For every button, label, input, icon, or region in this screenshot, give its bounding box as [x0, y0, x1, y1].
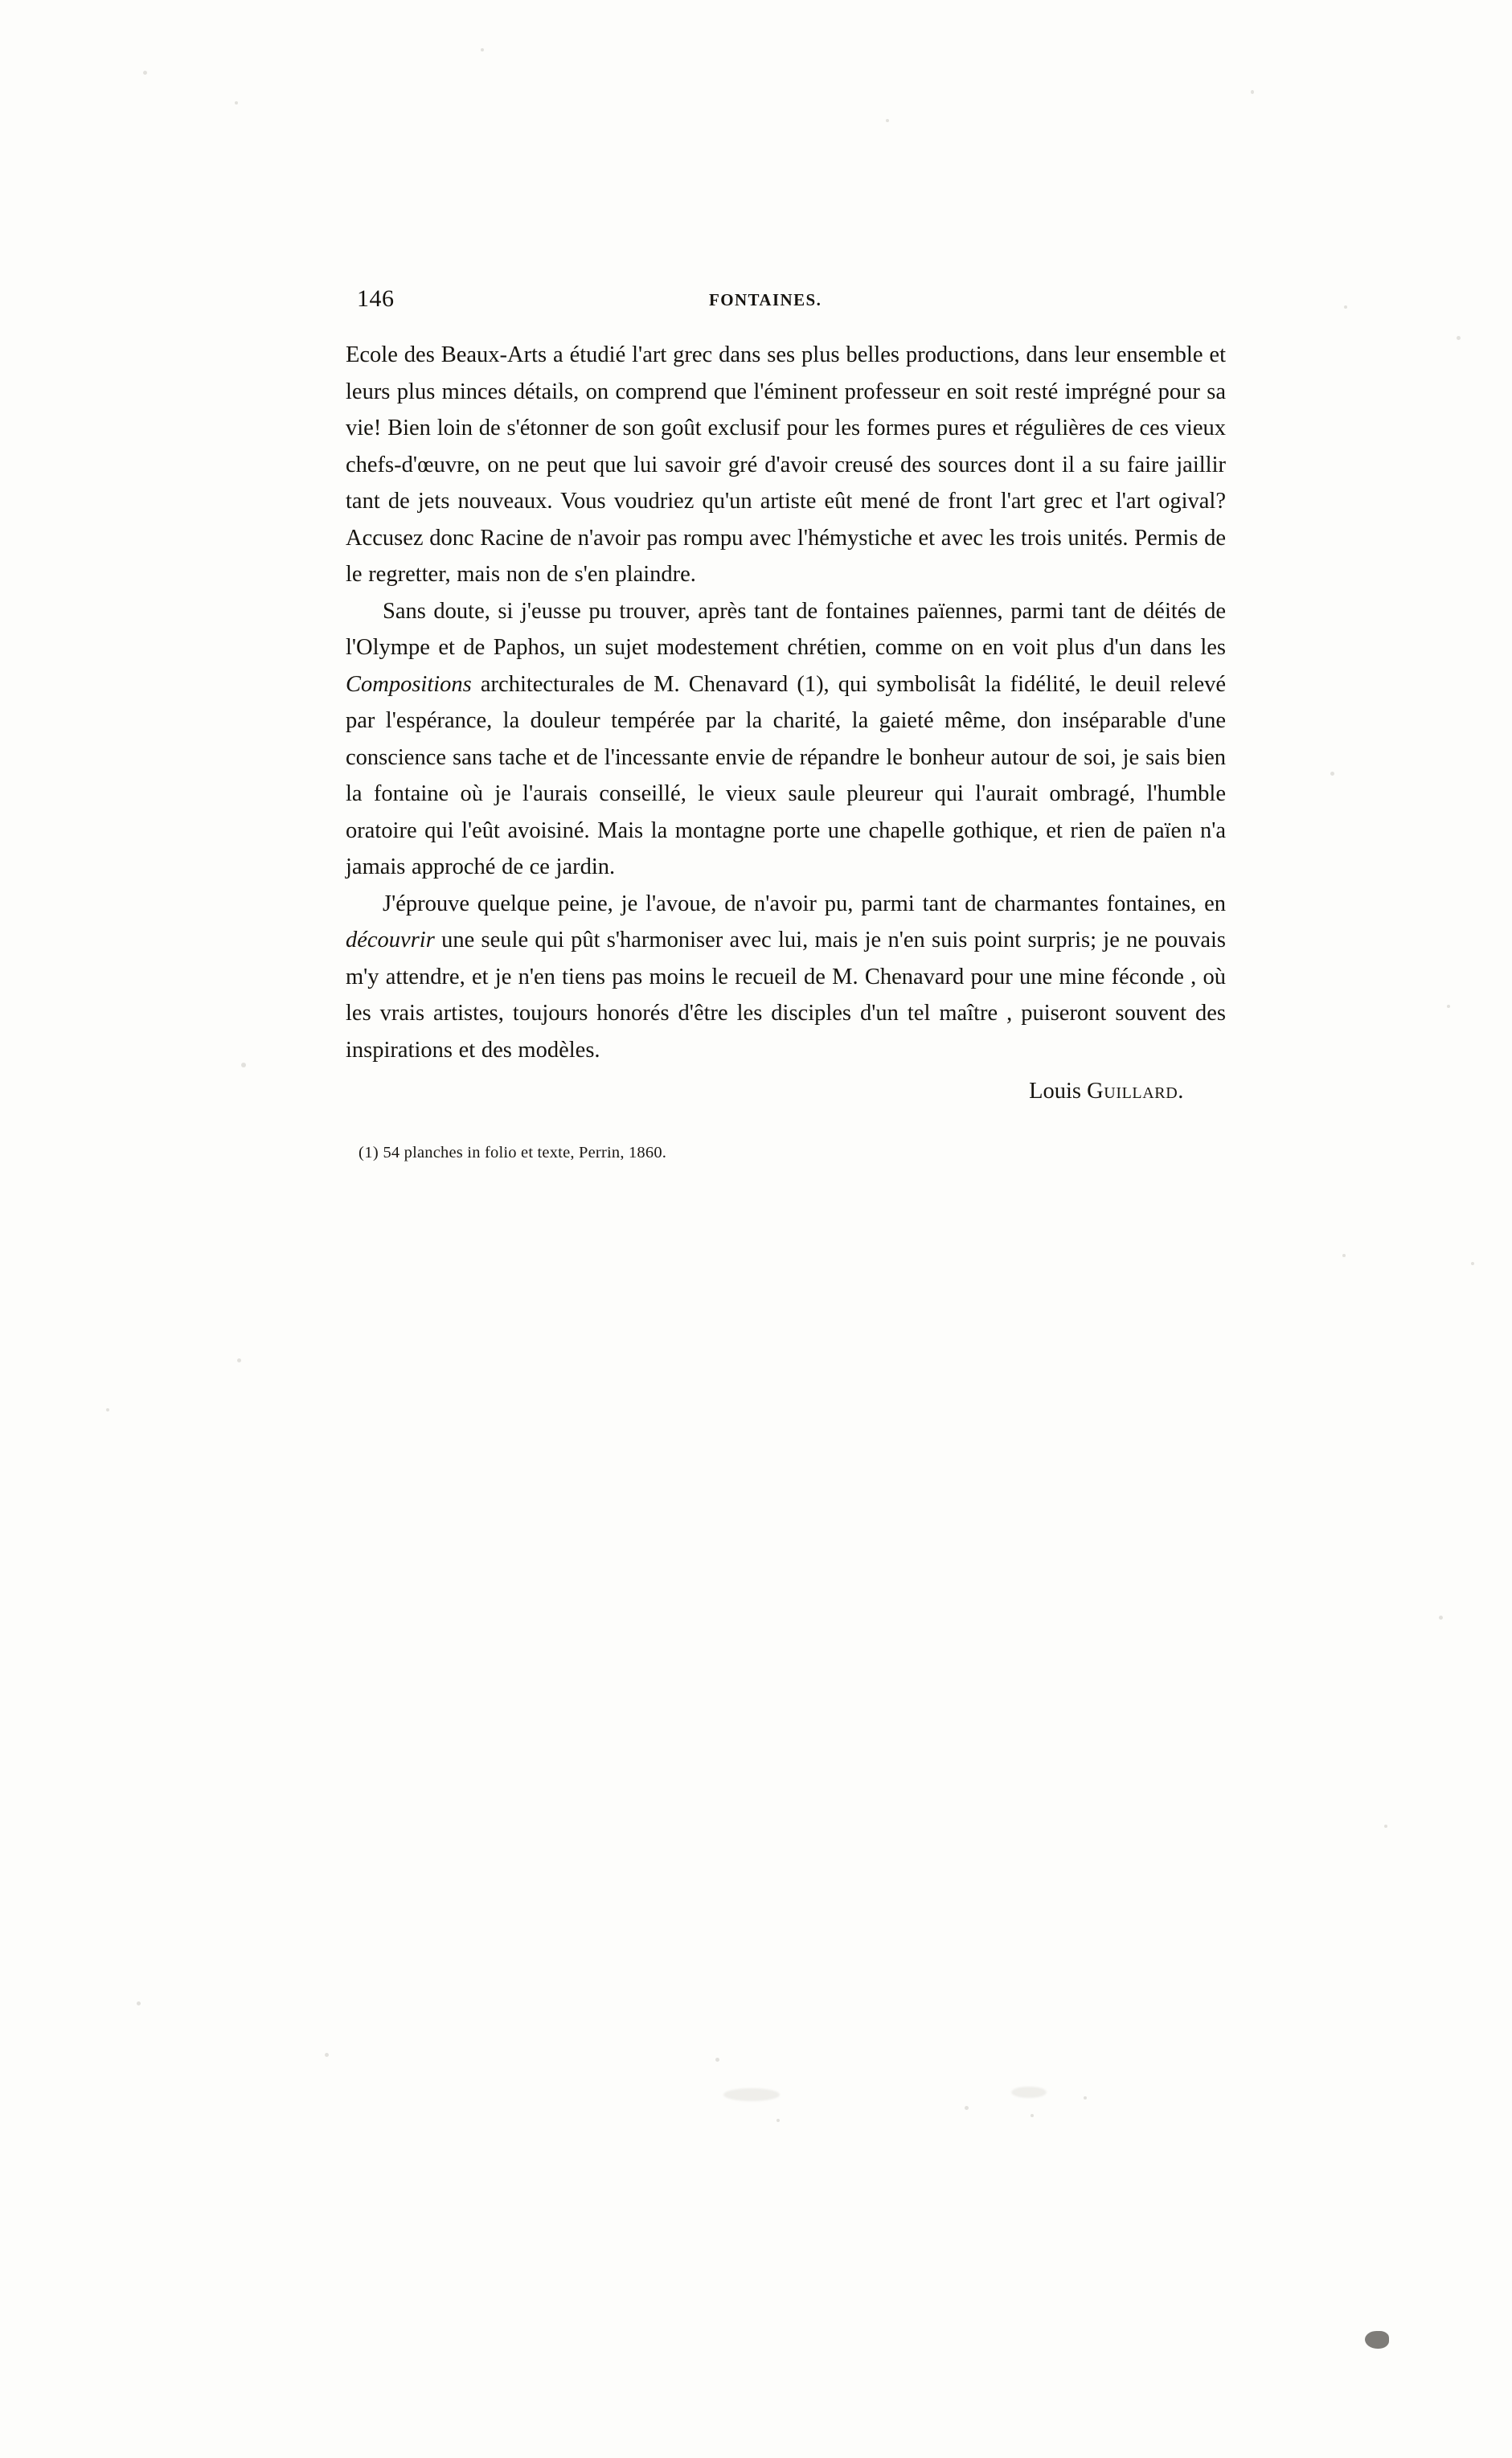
- running-head: FONTAINES.: [709, 290, 822, 309]
- author-signature: [346, 1073, 1226, 1110]
- emphasis-word: découvrir: [346, 928, 435, 952]
- paragraph-3: J'éprouve quelque peine, je l'avoue, de n'avoir pu, parmi tant de charmantes fontaines, en découvrir une seule qui pût s'harmoniser avec lui, mais je n'en suis point surpris; je ne pouvais m'y attendre, et je n'en tiens pas moins le recueil de M. Chenavard pour une mine féconde , où les vrais artistes, toujours honorés d'être les disciples d'un tel maître , puiseront souvent des inspirations et des modèles.: [346, 891, 1226, 1063]
- paragraph-1: Ecole des Beaux-Arts a étudié l'art grec dans ses plus belles productions, dans leur ensemble et leurs plus minces détails, on comprend que l'éminent professeur en soit resté imprégné pour sa vie! Bien loin de s'étonner de son goût exclusif pour les formes pures et régulières de ces vieux chefs-d'œuvre, on ne peut que lui savoir gré d'avoir creusé des sources dont il a su faire jaillir tant de jets nouveaux. Vous voudriez qu'un artiste eût mené de front l'art grec et l'art ogival? Accusez donc Racine de n'avoir pas rompu avec l'hémystiche et avec les trois unités. Permis de le regretter, mais non de s'en plaindre.: [346, 342, 1226, 587]
- footnote: [359, 1141, 1226, 1165]
- footnote-marker: (1): [359, 1143, 379, 1161]
- footnote-text: 54 planches in folio et texte, Perrin, 1860.: [383, 1143, 667, 1161]
- page-number: 146: [357, 285, 395, 312]
- signature-last-name: Guillard.: [1087, 1079, 1184, 1104]
- work-title: Compositions: [346, 671, 472, 697]
- paragraph-2: Sans doute, si j'eusse pu trouver, après tant de fontaines païennes, parmi tant de déités de l'Olympe et de Paphos, un sujet modestement chrétien, comme on en voit plus d'un dans les Compositions architecturales de M. Chenavard (1), qui symbolisât la fidélité, le deuil relevé par l'espérance, la douleur tempérée par la charité, la gaieté même, don inséparable d'une conscience sans tache et de l'incessante envie de répandre le bonheur autour de soi, je sais bien la fontaine où je l'aurais conseillé, le vieux saule pleureur qui l'aurait ombragé, l'humble oratoire qui l'eût avoisiné. Mais la montagne porte une chapelle gothique, et rien de païen n'a jamais approché de ce jardin.: [346, 598, 1226, 879]
- page-header: [346, 285, 1226, 322]
- page-content: [346, 285, 1226, 1165]
- signature-first-name: Louis: [1029, 1079, 1081, 1104]
